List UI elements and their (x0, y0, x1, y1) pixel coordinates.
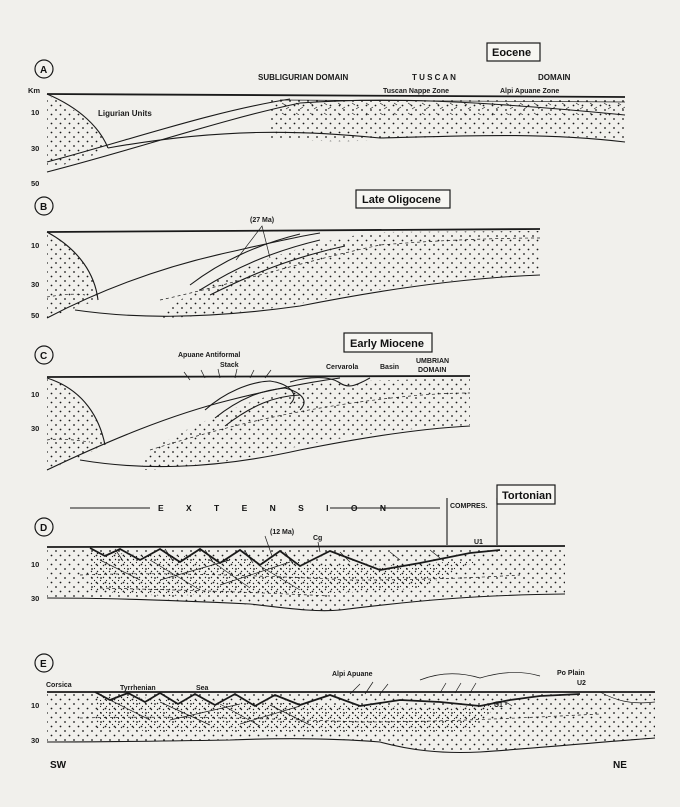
depth-tick-10: 10 (31, 701, 40, 710)
depth-tick-10: 10 (31, 560, 40, 569)
section-c-title: Early Miocene (350, 338, 424, 350)
depth-tick-30: 30 (31, 594, 40, 603)
label-alpi-apuane: Alpi Apuane (332, 671, 373, 678)
section-d-title: Tortonian (502, 490, 552, 502)
depth-tick-10: 10 (31, 241, 40, 250)
label-subligurian-domain: SUBLIGURIAN DOMAIN (258, 73, 349, 82)
label-umbrian-domain: DOMAIN (418, 367, 447, 374)
label-stack: Stack (220, 362, 239, 369)
section-d-letter: D (40, 523, 48, 534)
label-apuane-antiformal: Apuane Antiformal (178, 352, 241, 359)
label-compres: COMPRES. (450, 503, 488, 510)
label-u2: U2 (577, 680, 586, 687)
label-basin: Basin (380, 364, 400, 371)
section-e (31, 654, 655, 753)
depth-tick-10: 10 (31, 390, 40, 399)
section-b-letter: B (40, 202, 48, 213)
section-a (28, 43, 625, 188)
direction-sw: SW (50, 760, 67, 771)
section-e-letter: E (40, 659, 47, 670)
section-c (31, 333, 470, 470)
label-cervarola: Cervarola (326, 364, 359, 371)
section-d (31, 485, 565, 612)
depth-tick-30: 30 (31, 280, 40, 289)
depth-tick-30: 30 (31, 424, 40, 433)
label-27-ma: (27 Ma) (250, 217, 275, 224)
depth-tick-50: 50 (31, 179, 40, 188)
label-po-plain: Po Plain (557, 670, 585, 677)
label-tyrrhenian: Tyrrhenian (120, 685, 156, 692)
label-u1: U1 (474, 539, 483, 546)
label-umbrian: UMBRIAN (416, 358, 450, 365)
depth-tick-30: 30 (31, 144, 40, 153)
label-domain: DOMAIN (538, 73, 571, 82)
label-cg: Cg (313, 535, 323, 542)
label-sea: Sea (196, 685, 209, 692)
depth-tick-50: 50 (31, 311, 40, 320)
label-extension: E X T E N S I O N (158, 503, 397, 513)
label-tuscan: T U S C A N (412, 73, 456, 82)
section-c-letter: C (40, 351, 48, 362)
section-a-title: Eocene (492, 47, 532, 59)
depth-tick-30: 30 (31, 736, 40, 745)
section-b (31, 190, 540, 320)
section-a-letter: A (40, 65, 48, 76)
label-tuscan-nappe-zone: Tuscan Nappe Zone (383, 88, 449, 95)
section-b-title: Late Oligocene (362, 194, 441, 206)
label-ligurian-units: Ligurian Units (98, 109, 152, 118)
depth-tick-10: 10 (31, 108, 40, 117)
depth-tick-km: Km (28, 86, 41, 95)
label-12-ma: (12 Ma) (270, 529, 295, 536)
label-corsica: Corsica (46, 682, 72, 689)
direction-ne: NE (613, 760, 627, 771)
label-alpi-apuane-zone: Alpi Apuane Zone (500, 88, 560, 95)
